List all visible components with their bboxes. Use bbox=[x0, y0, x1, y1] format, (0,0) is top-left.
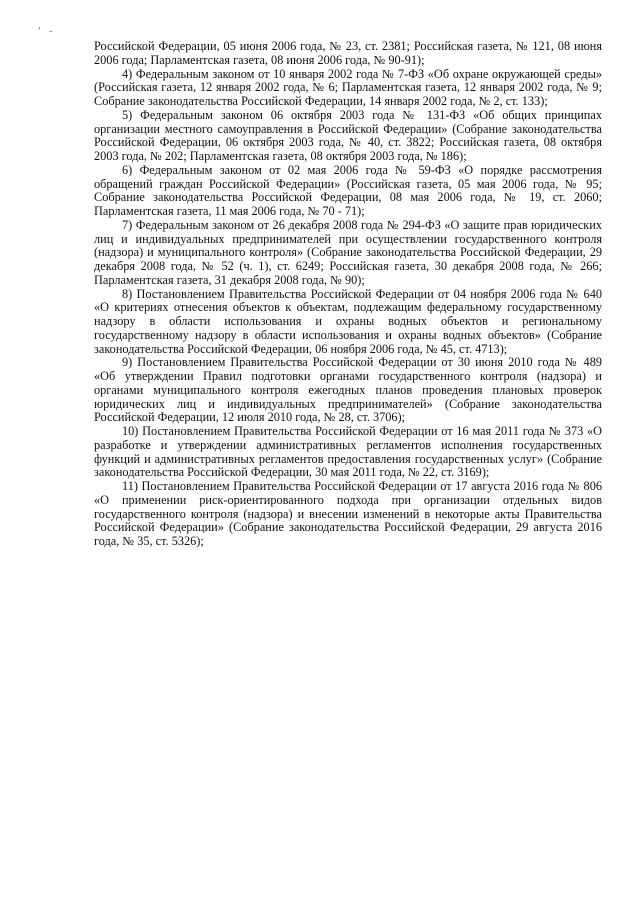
paragraph-item-11: 11) Постановлением Правительства Российской Федерации от 17 августа 2016 года № 806 «О применении риск-ориентированного подхода при организации отдельных видов государственного контроля (надзора) и внесении изменений в некоторые акты Правительства Российской Федерации» (Собрание законодательства Российской Федерации, 29 августа 2016 года, № 35, ст. 5326); bbox=[94, 479, 602, 548]
paragraph-item-8: 8) Постановлением Правительства Российской Федерации от 04 ноября 2006 года № 640 «О критериях отнесения объектов к объектам, подлежащим федеральному государственному надзору в области использования и охраны водных объектов и региональному государственному надзору в области использования и охраны водных объектов» (Собрание законодательства Российской Федерации, 06 ноября 2006 года, № 45, ст. 4713); bbox=[94, 286, 602, 356]
paragraph-item-4: 4) Федеральным законом от 10 января 2002 года № 7-ФЗ «Об охране окружающей среды» (Российская газета, 12 января 2002 года, № 6; Парламентская газета, 12 января 2002 года, № 9; Собрание законодательства Российской Федерации, 14 января 2002 года, № 2, ст. 133); bbox=[94, 66, 602, 108]
paragraph-item-7: 7) Федеральным законом от 26 декабря 2008 года № 294-ФЗ «О защите прав юридических лиц и индивидуальных предпринимателей при осуществлении государственного контроля (надзора) и муниципального контроля» (Собрание законодательства Российской Федерации, 29 декабря 2008 года, № 52 (ч. 1), ст. 6249; Российская газета, 30 декабря 2008 года, № 266; Парламентская газета, 31 декабря 2008 года, № 90); bbox=[94, 217, 602, 287]
document-text bbox=[94, 40, 602, 549]
paragraph-item-9: 9) Постановлением Правительства Российской Федерации от 30 июня 2010 года № 489 «Об утверждении Правил подготовки органами государственного контроля (надзора) и органами муниципального контроля ежегодных планов проведения плановых проверок юридических лиц и индивидуальных предпринимателей» (Собрание законодательства Российской Федерации, 12 июля 2010 года, № 28, ст. 3706); bbox=[94, 355, 602, 425]
paragraph-item-10: 10) Постановлением Правительства Российской Федерации от 16 мая 2011 года № 373 «О разработке и утверждении административных регламентов исполнения государственных функций и административных регламентов предоставления государственных услуг» (Собрание законодательства Российской Федерации, 30 мая 2011 года, № 22, ст. 3169); bbox=[94, 424, 602, 480]
paragraph-continuation: Российской Федерации, 05 июня 2006 года, № 23, ст. 2381; Российская газета, № 121, 08 июня 2006 года; Парламентская газета, 08 июня 2006 года, № 90-91); bbox=[94, 39, 602, 67]
paragraph-item-5: 5) Федеральным законом 06 октября 2003 года № 131-ФЗ «Об общих принципах организации местного самоуправления в Российской Федерации» (Собрание законодательства Российской Федерации, 06 октября 2003 года, № 40, ст. 3822; Российская газета, 08 октября 2003 года, № 202; Парламентская газета, 08 октября 2003 года, № 186); bbox=[94, 107, 602, 163]
paragraph-item-6: 6) Федеральным законом от 02 мая 2006 года № 59-ФЗ «О порядке рассмотрения обращений граждан Российской Федерации» (Российская газета, 05 мая 2006 года, № 95; Собрание законодательства Российской Федерации, 08 мая 2006 года, № 19, ст. 2060; Парламентская газета, 11 мая 2006 года, № 70 - 71); bbox=[94, 162, 602, 218]
scan-mark: ' - bbox=[38, 27, 56, 37]
